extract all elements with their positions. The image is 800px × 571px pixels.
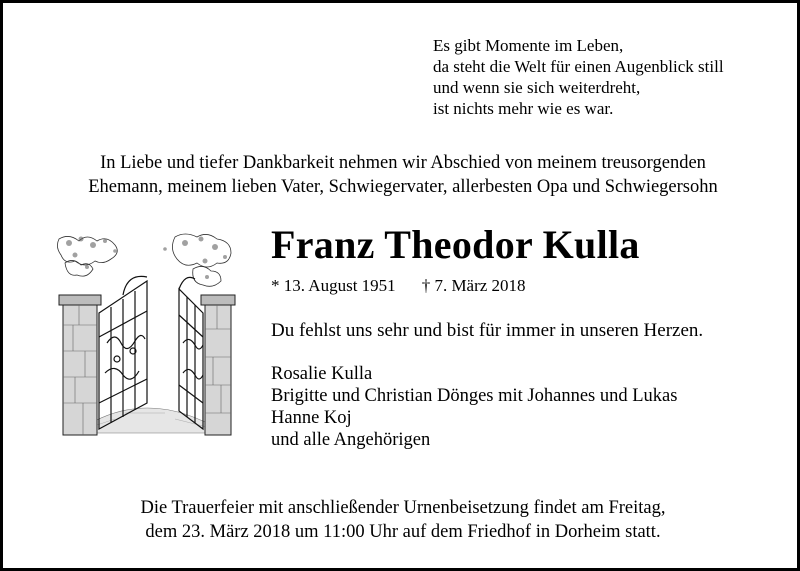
intro-text [3,151,800,199]
mourner-entry: und alle Angehörigen [271,430,431,450]
death-date: † 7. März 2018 [421,276,526,295]
mourner-entry: Brigitte und Christian Dönges mit Johannes und Lukas [271,386,678,406]
intro-line: In Liebe und tiefer Dankbarkeit nehmen wir Abschied von meinem treusorgenden [100,153,706,173]
intro-line: Ehemann, meinem lieben Vater, Schwiegervater, allerbesten Opa und Schwiegersohn [88,177,718,197]
garden-gate-illustration-icon [55,233,239,445]
poem-quote [433,35,724,119]
birth-date: * 13. August 1951 [271,276,396,295]
funeral-line: Die Trauerfeier mit anschließender Urnenbeisetzung findet am Freitag, [140,498,666,518]
poem-line: ist nichts mehr wie es war. [433,99,614,118]
funeral-line: dem 23. März 2018 um 11:00 Uhr auf dem Friedhof in Dorheim statt. [145,522,661,542]
farewell-message: Du fehlst uns sehr und bist für immer in unseren Herzen. [271,320,704,341]
deceased-name: Franz Theodor Kulla [271,222,640,267]
poem-line: da steht die Welt für einen Augenblick still [433,57,724,76]
poem-line: Es gibt Momente im Leben, [433,36,624,55]
life-dates [271,275,526,297]
mourner-entry: Rosalie Kulla [271,364,373,384]
funeral-details [3,496,800,544]
mourners-list [271,363,677,451]
poem-line: und wenn sie sich weiterdreht, [433,78,641,97]
mourner-entry: Hanne Koj [271,408,352,428]
